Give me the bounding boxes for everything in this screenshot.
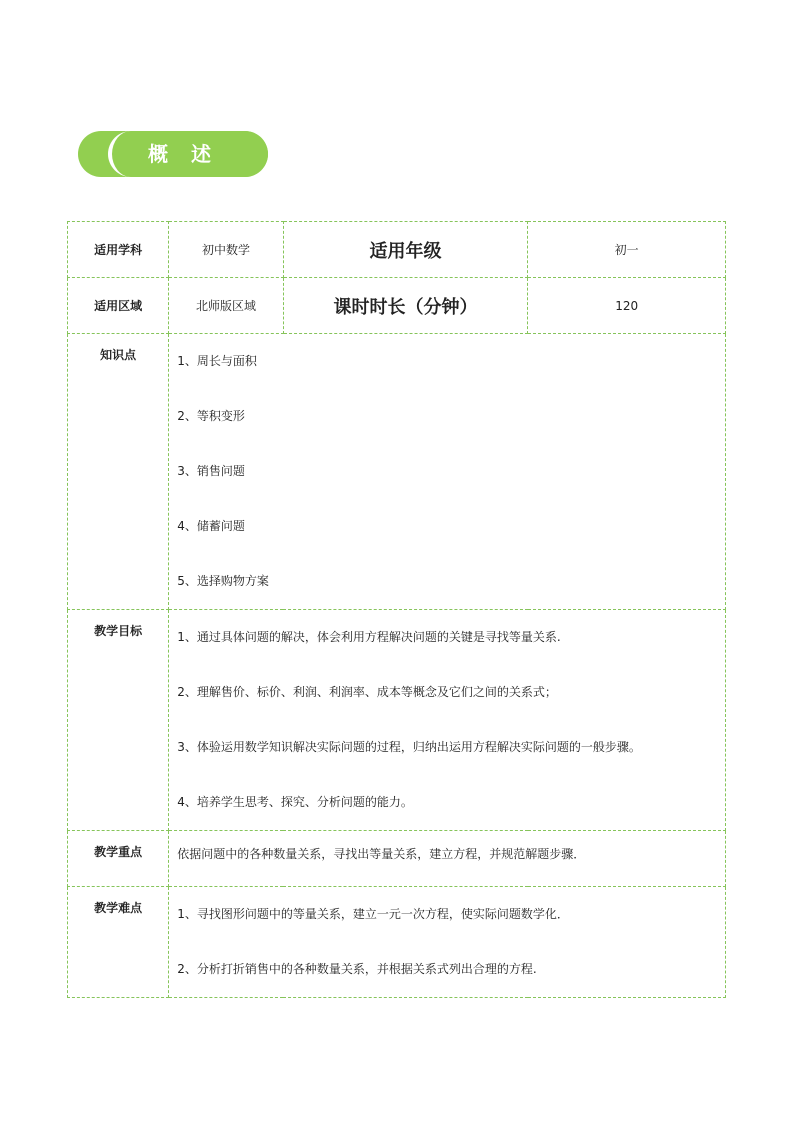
table-row	[68, 831, 726, 887]
subject-value: 初中数学	[169, 222, 283, 278]
list-item: 3、销售问题	[177, 464, 245, 478]
list-item: 1、寻找图形问题中的等量关系，建立一元一次方程，使实际问题数学化．	[177, 907, 569, 921]
section-banner	[78, 131, 268, 177]
duration-value: 120	[528, 278, 726, 334]
list-item: 2、等积变形	[177, 409, 245, 423]
list-item: 1、周长与面积	[177, 354, 257, 368]
difficulty-label	[68, 887, 169, 998]
section-title: 概 述	[148, 142, 219, 166]
grade-value: 初一	[528, 222, 726, 278]
table-row	[68, 610, 726, 831]
key-label	[68, 831, 169, 887]
list-item: 1、通过具体问题的解决，体会利用方程解决问题的关键是寻找等量关系.	[177, 630, 561, 644]
section-banner-inner	[108, 131, 268, 177]
knowledge-label	[68, 334, 169, 610]
key-text: 依据问题中的各种数量关系，寻找出等量关系，建立方程，并规范解题步骤．	[169, 831, 726, 887]
list-item: 3、体验运用数学知识解决实际问题的过程，归纳出运用方程解决实际问题的一般步骤。	[177, 740, 641, 754]
region-label: 适用区域	[68, 278, 169, 334]
list-item: 2、理解售价、标价、利润、利润率、成本等概念及它们之间的关系式；	[177, 685, 557, 699]
table-row	[68, 334, 726, 610]
difficulty-cell	[169, 887, 726, 998]
goals-list	[169, 610, 725, 830]
knowledge-cell	[169, 334, 726, 610]
overview-table	[67, 221, 726, 998]
region-value: 北师版区域	[169, 278, 283, 334]
difficulty-list	[169, 887, 725, 997]
knowledge-label-text: 知识点	[100, 348, 137, 362]
goals-label-text: 教学目标	[94, 624, 143, 638]
list-item: 4、培养学生思考、探究、分析问题的能力。	[177, 795, 413, 809]
goals-cell	[169, 610, 726, 831]
list-item: 4、储蓄问题	[177, 519, 245, 533]
difficulty-label-text: 教学难点	[94, 901, 143, 915]
table-row	[68, 887, 726, 998]
table-row	[68, 278, 726, 334]
goals-label	[68, 610, 169, 831]
table-row	[68, 222, 726, 278]
key-label-text: 教学重点	[94, 845, 143, 859]
subject-label: 适用学科	[68, 222, 169, 278]
list-item: 5、选择购物方案	[177, 574, 269, 588]
knowledge-list	[169, 334, 725, 609]
duration-label: 课时时长（分钟）	[283, 278, 528, 334]
grade-label: 适用年级	[283, 222, 528, 278]
list-item: 2、分析打折销售中的各种数量关系，并根据关系式列出合理的方程.	[177, 962, 537, 976]
